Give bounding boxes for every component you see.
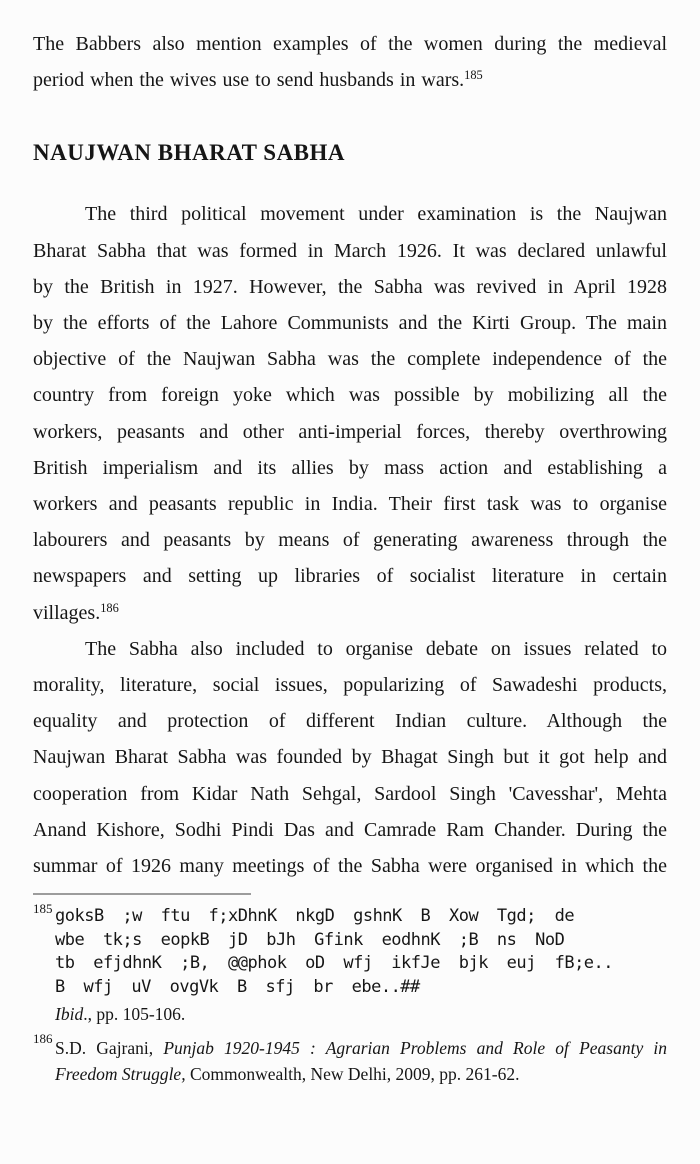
body-text-line: [33, 486, 667, 522]
body-text-line: [33, 62, 667, 98]
body-text-line: [33, 341, 667, 377]
body-text-line: [33, 776, 667, 812]
body-text-line: [33, 558, 667, 594]
body-text-line: [33, 848, 667, 884]
gurmukhi-text-line: [55, 929, 667, 953]
body-text-line: [33, 377, 667, 413]
body-text-line: [33, 522, 667, 558]
body-text-line: [33, 667, 667, 703]
text-run: goksB ;w ftu f;xDhnK nkgD gshnK B Xow Tgd; de: [55, 906, 575, 927]
body-text-line: [33, 631, 667, 667]
body-text-line: [33, 595, 667, 631]
text-run: S.D. Gajrani,: [55, 1038, 164, 1059]
text-run: workers and peasants republic in India. Their first task was to organise: [33, 493, 667, 516]
paragraph-sabha-activities: [33, 631, 667, 884]
text-run: by the efforts of the Lahore Communists and the Kirti Group. The main: [33, 312, 667, 335]
footnote-text-line: [55, 1035, 667, 1061]
text-run: morality, literature, social issues, popularizing of Sawadeshi products,: [33, 674, 667, 697]
text-run: The Babbers also mention examples of the women during the medieval: [33, 33, 667, 55]
text-run: Naujwan Bharat Sabha was founded by Bhagat Singh but it got help and: [33, 746, 667, 769]
text-run: British imperialism and its allies by mass action and establishing a: [33, 456, 667, 479]
body-text-line: [33, 269, 667, 305]
text-run: Ibid: [55, 1004, 84, 1025]
gurmukhi-text-line: [55, 905, 667, 929]
footnote-number: 185: [33, 901, 53, 917]
text-run: Bharat Sabha that was formed in March 1926. It was declared unlawful: [33, 239, 667, 262]
text-run: B wfj uV ovgVk B sfj br ebe..##: [55, 976, 420, 997]
paragraph-naujwan-sabha-history: [33, 196, 667, 630]
text-run: Punjab 1920-1945 : Agrarian Problems and Role of Peasanty in: [163, 1038, 667, 1059]
footnote-185: [33, 901, 667, 1027]
footnote-186: [33, 1031, 667, 1087]
text-run: wbe tk;s eopkB jD bJh Gfink eodhnK ;B ns NoD: [55, 929, 565, 950]
footnote-separator: [33, 893, 251, 895]
footnote-marker: 186: [100, 600, 119, 615]
body-text-line: [33, 812, 667, 848]
footnote-gurmukhi-text: [55, 905, 667, 999]
body-text-line: [33, 414, 667, 450]
gurmukhi-text-line: [55, 952, 667, 976]
text-run: by the British in 1927. However, the Sabha was revived in April 1928: [33, 275, 667, 298]
body-text-line: [33, 450, 667, 486]
footnote-ibid-reference: [55, 1001, 667, 1027]
body-text-line: [33, 233, 667, 269]
text-run: workers, peasants and other anti-imperial forces, thereby overthrowing: [33, 420, 667, 443]
text-run: cooperation from Kidar Nath Sehgal, Sardool Singh 'Cavesshar', Mehta: [33, 782, 667, 805]
text-run: ., pp. 105-106.: [83, 1004, 186, 1025]
footnote-text-line: [55, 1001, 667, 1027]
text-run: period when the wives use to send husbands in wars.: [33, 69, 465, 92]
gurmukhi-text-line: [55, 976, 667, 1000]
text-run: tb efjdhnK ;B, @@phok oD wfj ikfJe bjk euj fB;e..: [55, 953, 614, 974]
text-run: The Sabha also included to organise debate on issues related to: [85, 637, 667, 660]
body-text-line: [33, 196, 667, 232]
text-run: objective of the Naujwan Sabha was the complete independence of the: [33, 348, 667, 371]
text-run: summar of 1926 many meetings of the Sabha were organised in which the: [33, 855, 667, 878]
text-run: Freedom Struggle,: [55, 1064, 186, 1085]
footnote-marker: 185: [464, 68, 483, 83]
body-text-line: [33, 703, 667, 739]
body-text-line: [33, 305, 667, 341]
text-run: country from foreign yoke which was possible by mobilizing all the: [33, 384, 667, 407]
body-text-line: [33, 739, 667, 775]
text-run: equality and protection of different Indian culture. Although the: [33, 710, 667, 733]
footnote-citation: [55, 1035, 667, 1087]
continuation-paragraph: [33, 26, 667, 98]
section-heading: NAUJWAN BHARAT SABHA: [33, 140, 346, 166]
text-run: villages.: [33, 601, 101, 624]
text-run: Anand Kishore, Sodhi Pindi Das and Camrade Ram Chander. During the: [33, 818, 667, 841]
body-text-line: [33, 26, 667, 62]
text-run: The third political movement under examination is the Naujwan: [85, 203, 667, 226]
text-run: Commonwealth, New Delhi, 2009, pp. 261-62.: [185, 1064, 520, 1085]
text-run: labourers and peasants by means of generating awareness through the: [33, 529, 667, 552]
footnote-number: 186: [33, 1031, 53, 1047]
footnote-text-line: [55, 1061, 667, 1087]
text-run: newspapers and setting up libraries of socialist literature in certain: [33, 565, 667, 588]
